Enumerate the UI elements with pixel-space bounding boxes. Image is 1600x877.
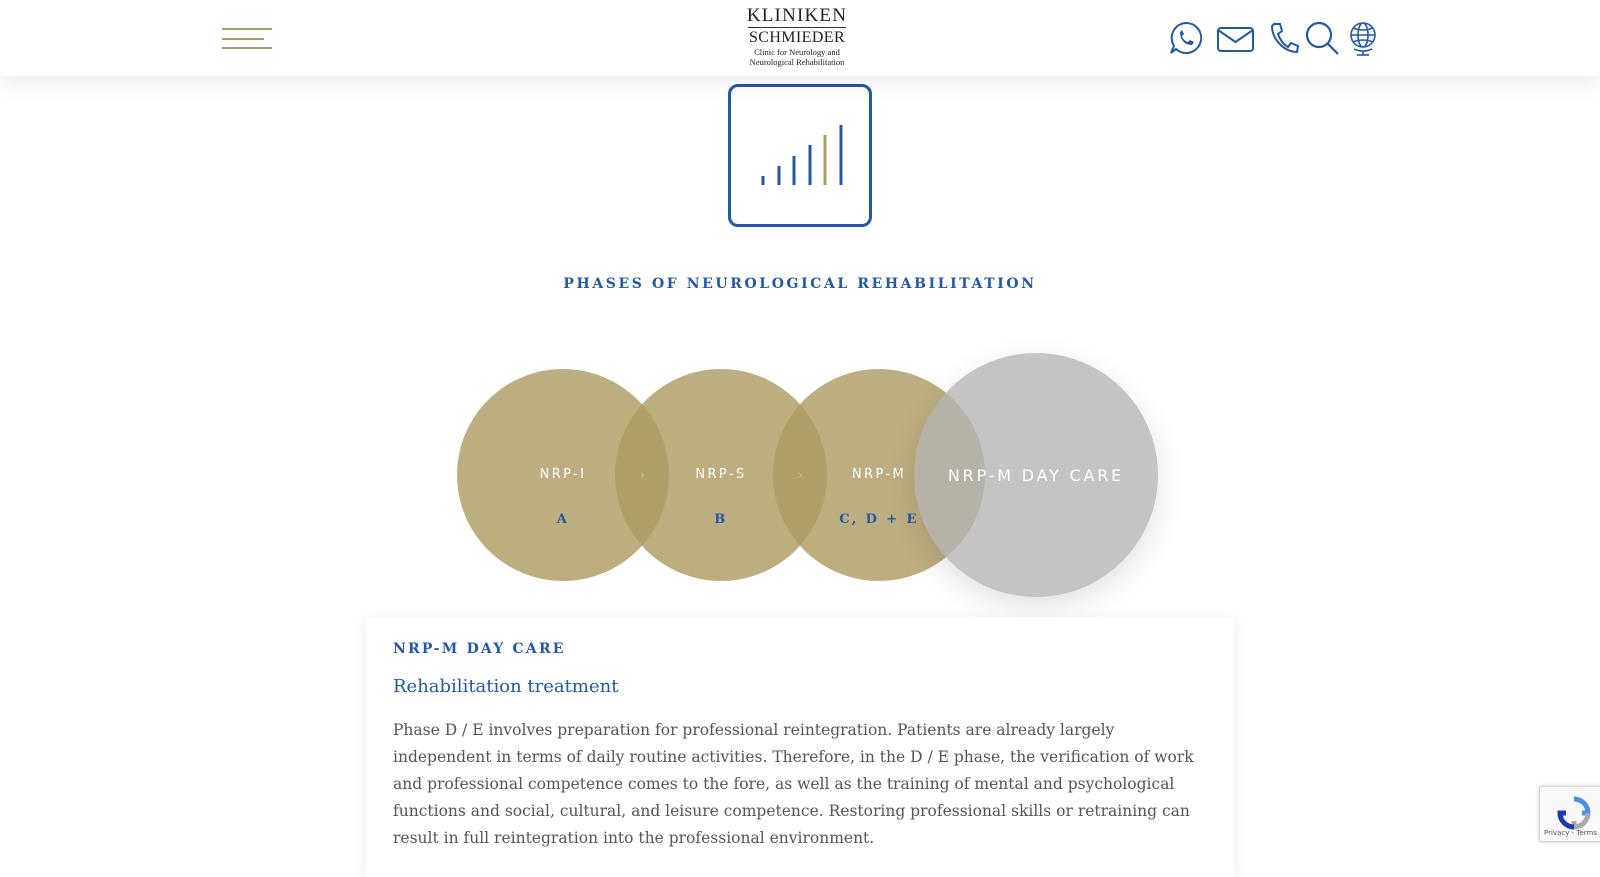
phase-name: NRP-S — [695, 467, 747, 482]
recaptcha-icon — [1554, 793, 1594, 833]
recaptcha-badge[interactable] — [1539, 786, 1600, 842]
phase-detail-card — [366, 617, 1234, 877]
recaptcha-terms[interactable]: Privacy - Terms — [1544, 829, 1597, 837]
card-subtitle: Rehabilitation treatment — [393, 676, 619, 697]
logo-line-2: SCHMIEDER — [748, 29, 846, 46]
phone-icon[interactable] — [1268, 20, 1300, 56]
chevron-right-icon: › — [640, 468, 645, 482]
logo-line-4: Neurological Rehabilitation — [749, 57, 845, 67]
phase-name: NRP-I — [539, 467, 587, 482]
menu-icon[interactable] — [222, 26, 274, 50]
phase-circle-nrp-m-day-care[interactable] — [914, 353, 1158, 597]
logo-line-3: Clinic for Neurology and — [754, 47, 840, 57]
site-logo[interactable] — [742, 6, 852, 67]
logo-line-1: KLINIKEN — [746, 5, 848, 26]
whatsapp-icon[interactable] — [1168, 20, 1204, 56]
phase-name: NRP-M — [851, 467, 907, 482]
globe-icon[interactable] — [1346, 20, 1382, 56]
signal-bars-icon — [731, 87, 869, 224]
chevron-right-icon: › — [798, 468, 803, 482]
search-icon[interactable] — [1304, 20, 1340, 56]
site-header — [0, 0, 1600, 76]
signal-bars-icon-box — [728, 84, 872, 227]
phase-code: C, D + E — [839, 512, 919, 527]
phase-code: A — [556, 512, 570, 527]
phase-code: B — [714, 512, 728, 527]
card-body-text: Phase D / E involves preparation for professional reintegration. Patients are already largely independent in terms of daily routine activities. Therefore, in the D / E phase, the verification of work and professional competence comes to the fore, as well as the training of mental and psychological functions and social, cultural, and leisure competence. Restoring professional skills or retraining can result in full reintegration into the professional environment. — [393, 721, 1194, 847]
mail-icon[interactable] — [1216, 20, 1256, 56]
section-title: PHASES OF NEUROLOGICAL REHABILITATION — [563, 276, 1037, 292]
card-kicker: NRP-M DAY CARE — [393, 641, 566, 657]
phase-name: NRP-M DAY CARE — [947, 466, 1125, 485]
